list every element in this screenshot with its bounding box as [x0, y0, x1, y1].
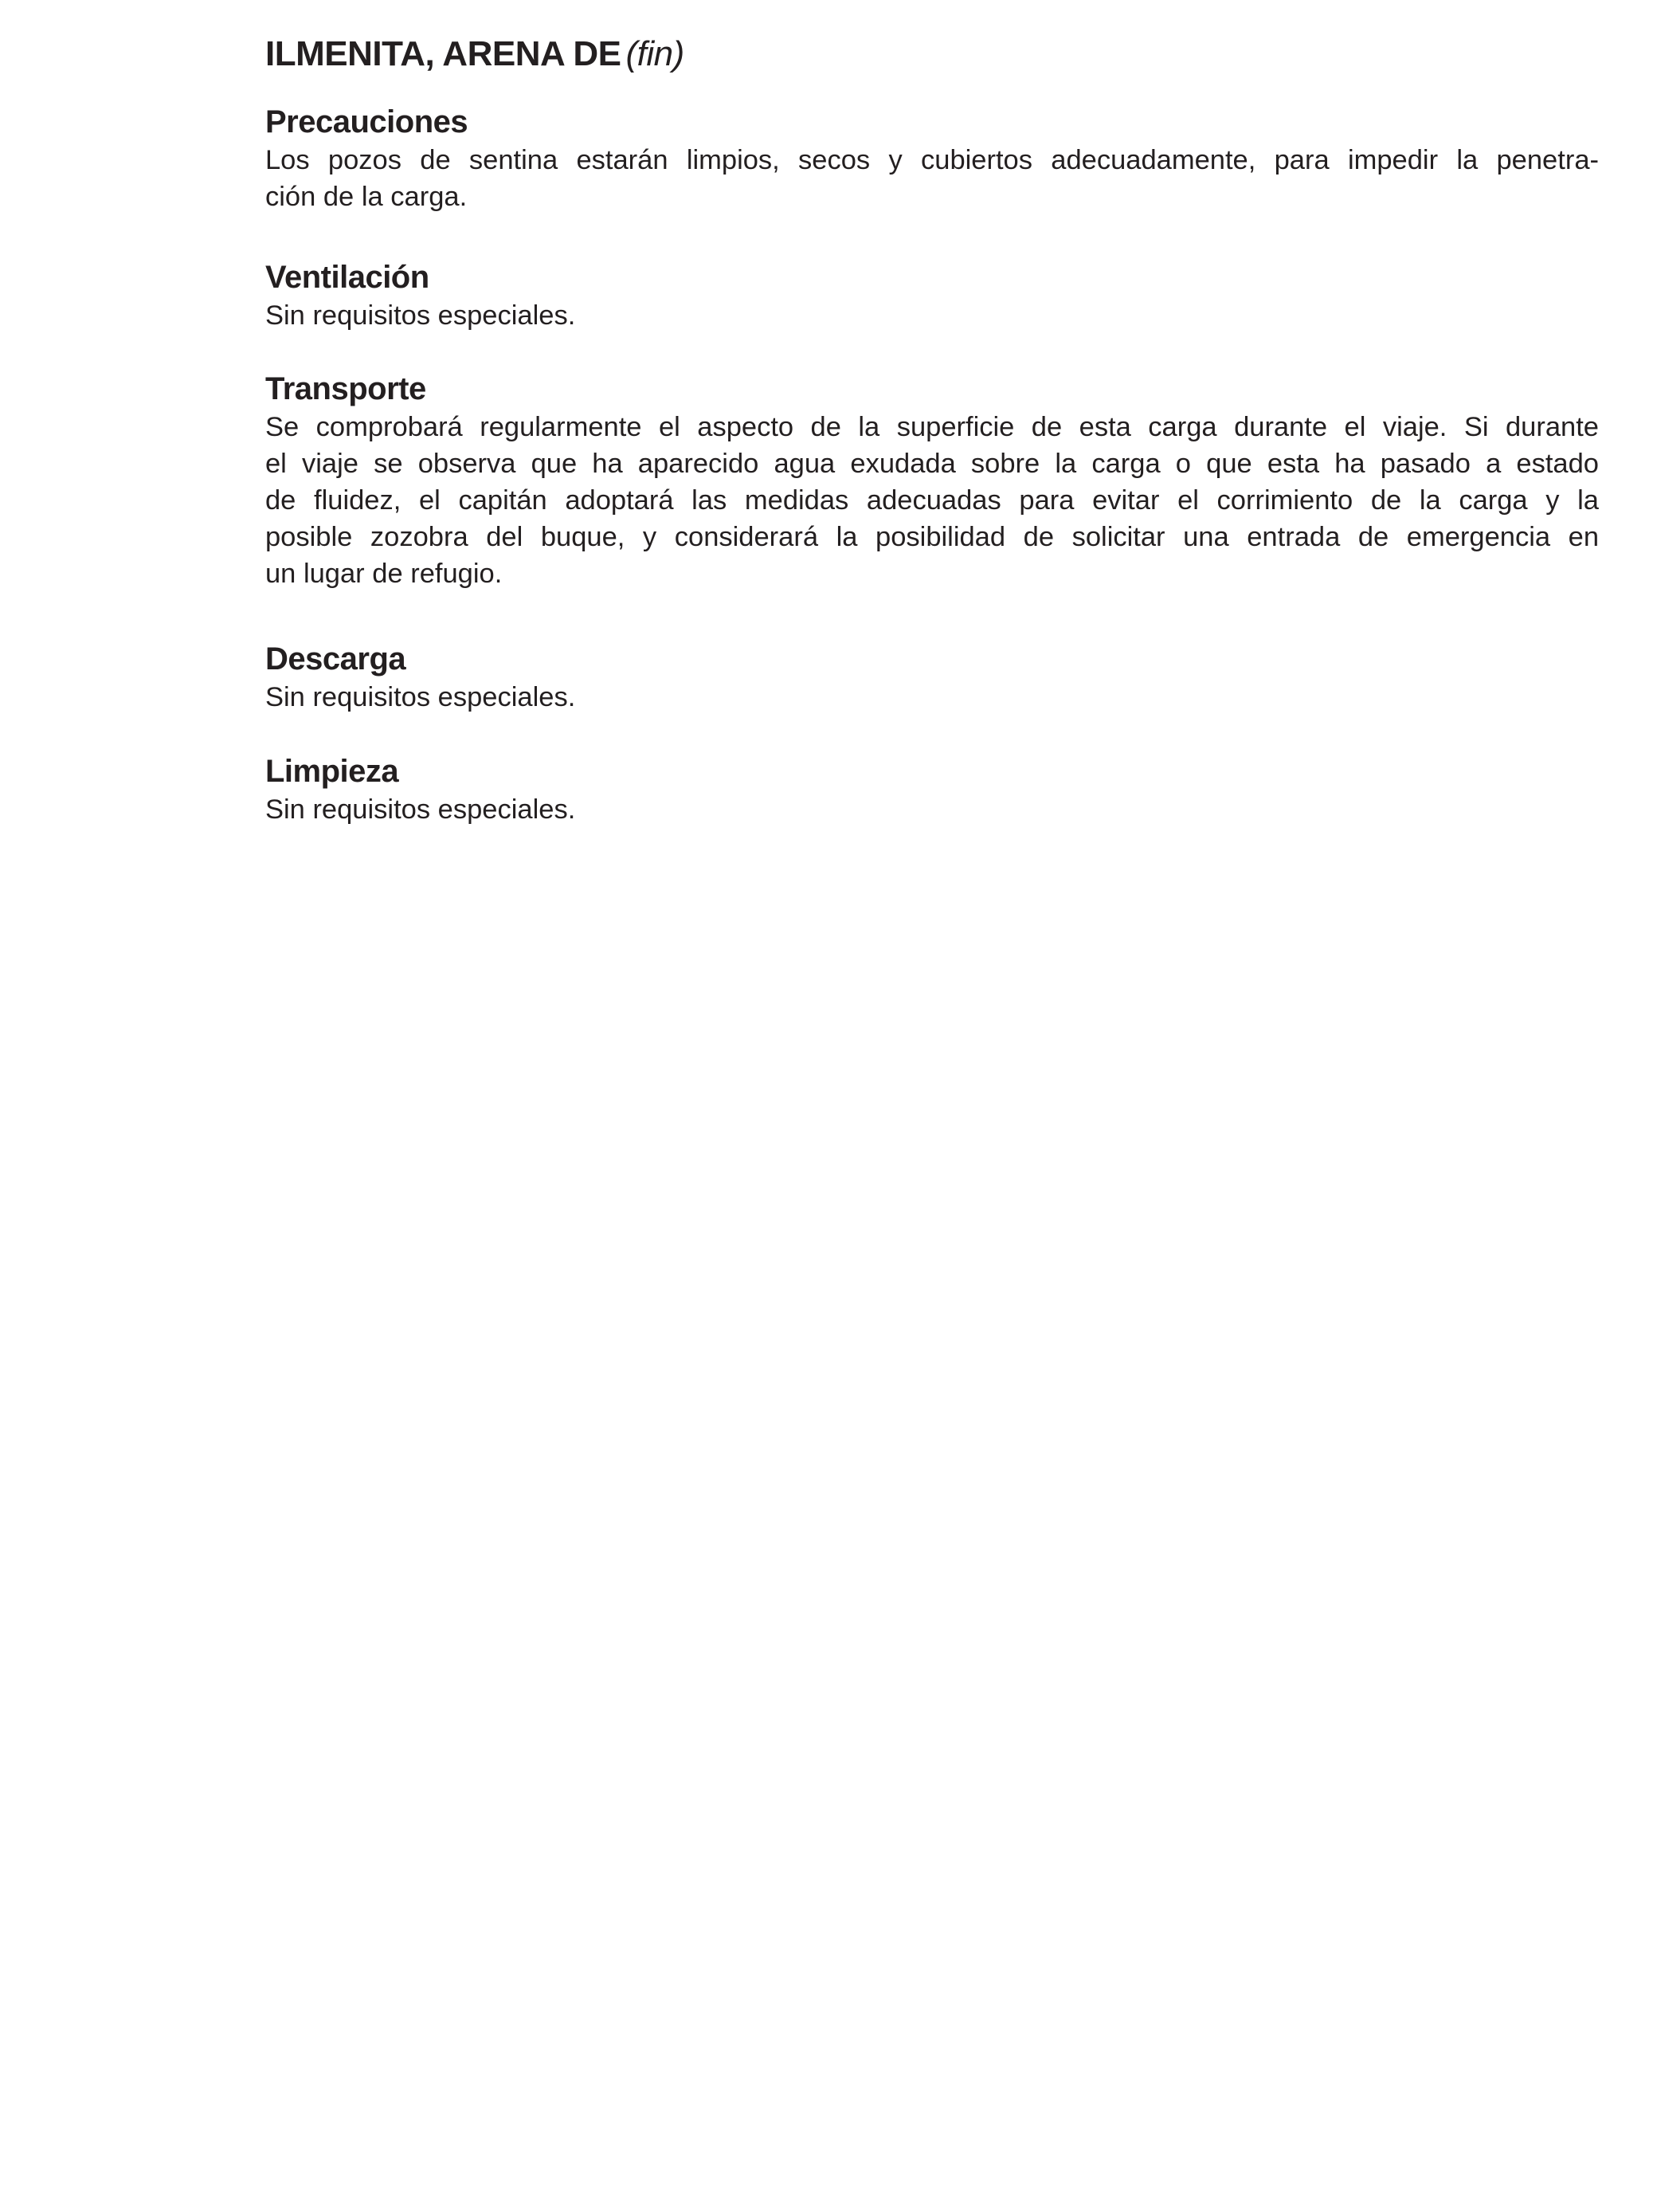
body-line: Sin requisitos especiales. [265, 682, 576, 712]
body-line: el viaje se observa que ha aparecido agua exudada sobre la carga o que esta ha pasado a estado [265, 449, 1599, 479]
section-precauciones [265, 102, 1599, 215]
body-line: Sin requisitos especiales. [265, 794, 576, 825]
body-line: Se comprobará regularmente el aspecto de la superficie de esta carga durante el viaje. Si durante [265, 412, 1599, 442]
section-descarga [265, 639, 1599, 716]
body-line: Los pozos de sentina estarán limpios, secos y cubiertos adecuadamente, para impedir la penetra- [265, 145, 1599, 175]
section-transporte [265, 369, 1599, 592]
section-heading: Transporte [265, 371, 426, 406]
section-body [265, 297, 1599, 334]
body-line: ción de la carga. [265, 182, 468, 212]
section-heading: Limpieza [265, 754, 399, 789]
section-body [265, 409, 1599, 592]
section-heading: Ventilación [265, 260, 429, 295]
title-text: ILMENITA, ARENA DE [265, 34, 621, 73]
body-line: Sin requisitos especiales. [265, 300, 576, 331]
section-body [265, 142, 1599, 215]
section-heading: Descarga [265, 641, 406, 677]
title-continuation: (fin) [625, 34, 684, 73]
section-ventilacion [265, 257, 1599, 334]
body-line: un lugar de refugio. [265, 559, 503, 589]
section-body [265, 791, 1599, 828]
body-line: posible zozobra del buque, y considerará la posibilidad de solicitar una entrada de emergencia en [265, 522, 1599, 552]
section-body [265, 679, 1599, 716]
body-line: de fluidez, el capitán adoptará las medidas adecuadas para evitar el corrimiento de la carga y la [265, 485, 1599, 516]
section-heading: Precauciones [265, 104, 468, 139]
page-title [265, 32, 684, 76]
section-limpieza [265, 751, 1599, 828]
